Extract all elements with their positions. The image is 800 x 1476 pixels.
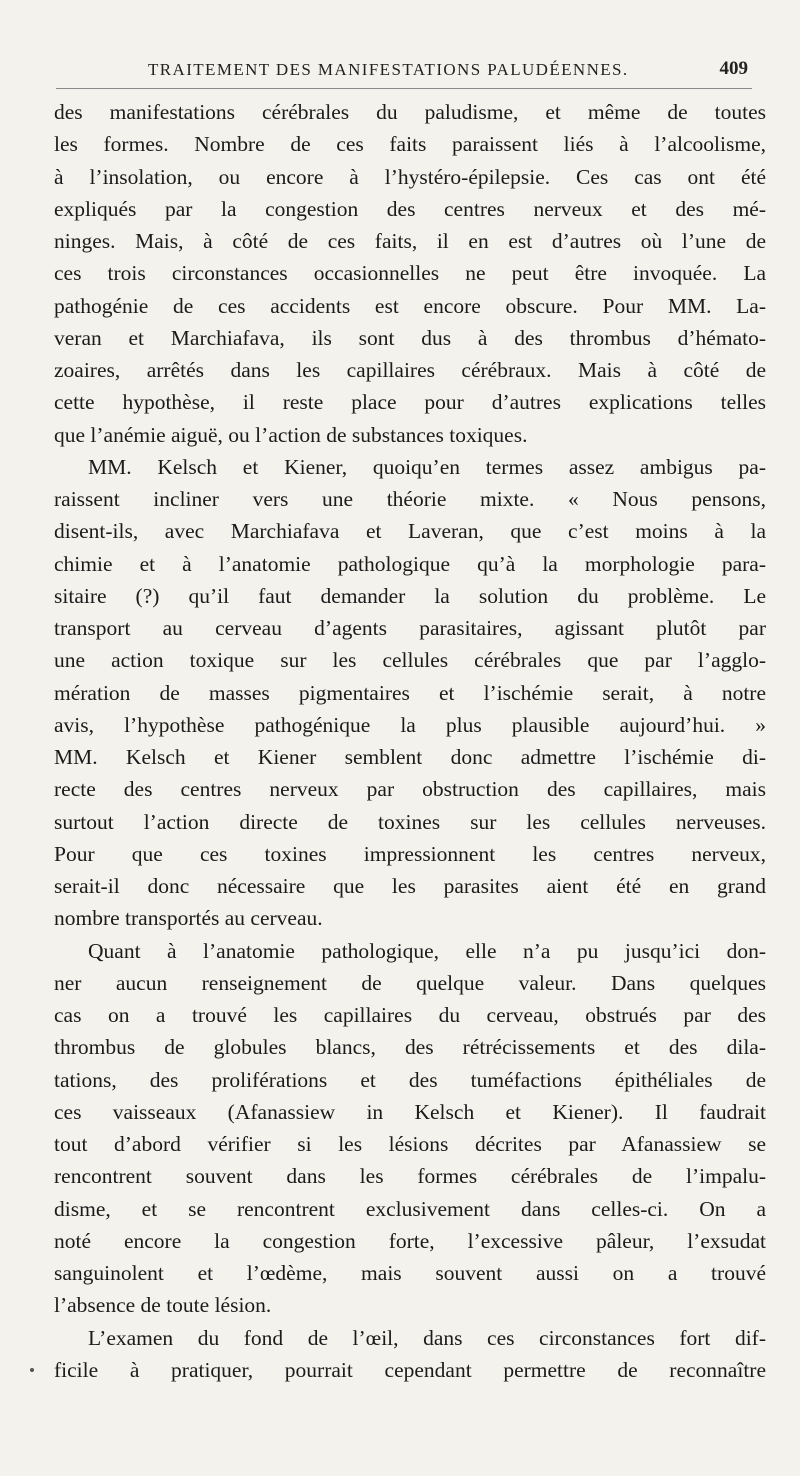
- text-line: que l’anémie aiguë, ou l’action de substances toxiques.: [54, 422, 528, 447]
- page-number: 409: [719, 58, 748, 79]
- text-line: ces trois circonstances occasionnelles ne peut être invoquée. La: [54, 261, 766, 286]
- text-line: l’absence de toute lésion.: [54, 1293, 272, 1318]
- text-line: MM. Kelsch et Kiener, quoiqu’en termes assez ambigus pa-: [88, 454, 766, 479]
- text-line: à l’insolation, ou encore à l’hystéro-épilepsie. Ces cas ont été: [54, 164, 766, 189]
- text-line: sitaire (?) qu’il faut demander la solution du problème. Le: [54, 583, 766, 608]
- text-line: cette hypothèse, il reste place pour d’autres explications telles: [54, 390, 766, 415]
- text-line: Quant à l’anatomie pathologique, elle n’a pu jusqu’ici don-: [88, 938, 766, 963]
- running-head: TRAITEMENT DES MANIFESTATIONS PALUDÉENNES.: [148, 60, 629, 79]
- text-line: cas on a trouvé les capillaires du cerveau, obstrués par des: [54, 1003, 766, 1027]
- text-line: disme, et se rencontrent exclusivement dans celles-ci. On a: [54, 1196, 766, 1221]
- text-line: sanguinolent et l’œdème, mais souvent aussi on a trouvé: [54, 1261, 766, 1285]
- text-line: une action toxique sur les cellules cérébrales que par l’agglo-: [54, 648, 766, 673]
- text-line: ces vaisseaux (Afanassiew in Kelsch et Kiener). Il faudrait: [54, 1099, 766, 1124]
- text-line: tations, des proliférations et des tuméfactions épithéliales de: [54, 1067, 766, 1092]
- text-line: des manifestations cérébrales du paludisme, et même de toutes: [54, 100, 766, 124]
- text-line: nombre transportés au cerveau.: [54, 906, 323, 931]
- text-line: thrombus de globules blancs, des rétrécissements et des dila-: [54, 1035, 766, 1060]
- text-line: chimie et à l’anatomie pathologique qu’à la morphologie para-: [54, 551, 766, 576]
- text-line: L’examen du fond de l’œil, dans ces circonstances fort dif-: [88, 1325, 766, 1350]
- text-line: noté encore la congestion forte, l’excessive pâleur, l’exsudat: [54, 1228, 766, 1253]
- text-line: serait-il donc nécessaire que les parasites aient été en grand: [54, 874, 766, 898]
- text-line: expliqués par la congestion des centres nerveux et des mé-: [54, 196, 766, 221]
- text-line: MM. Kelsch et Kiener semblent donc admettre l’ischémie di-: [54, 745, 766, 769]
- text-line: les formes. Nombre de ces faits paraissent liés à l’alcoolisme,: [54, 132, 766, 157]
- text-line: disent-ils, avec Marchiafava et Laveran, que c’est moins à la: [54, 519, 766, 544]
- text-line: zoaires, arrêtés dans les capillaires cérébraux. Mais à côté de: [54, 358, 766, 382]
- text-line: veran et Marchiafava, ils sont dus à des thrombus d’hémato-: [54, 325, 766, 350]
- text-line: pathogénie de ces accidents est encore obscure. Pour MM. La-: [54, 293, 766, 318]
- page-header: [56, 54, 752, 89]
- text-line: transport au cerveau d’agents parasitaires, agissant plutôt par: [54, 616, 766, 640]
- text-line: Pour que ces toxines impressionnent les centres nerveux,: [54, 841, 766, 866]
- text-line: mération de masses pigmentaires et l’ischémie serait, à notre: [54, 680, 766, 705]
- text-line: raissent incliner vers une théorie mixte. « Nous pensons,: [54, 487, 766, 511]
- text-line: rencontrent souvent dans les formes cérébrales de l’impalu-: [54, 1164, 766, 1189]
- text-line: ner aucun renseignement de quelque valeur. Dans quelques: [54, 970, 766, 995]
- print-speck: [30, 1368, 34, 1372]
- text-line: recte des centres nerveux par obstruction des capillaires, mais: [54, 777, 766, 802]
- text-line: avis, l’hypothèse pathogénique la plus plausible aujourd’hui. »: [54, 712, 766, 737]
- text-line: ficile à pratiquer, pourrait cependant permettre de reconnaître: [54, 1357, 766, 1382]
- text-line: tout d’abord vérifier si les lésions décrites par Afanassiew se: [54, 1132, 766, 1156]
- text-line: surtout l’action directe de toxines sur les cellules nerveuses.: [54, 809, 766, 834]
- body-text: [54, 96, 766, 1386]
- text-line: ninges. Mais, à côté de ces faits, il en est d’autres où l’une de: [54, 229, 766, 253]
